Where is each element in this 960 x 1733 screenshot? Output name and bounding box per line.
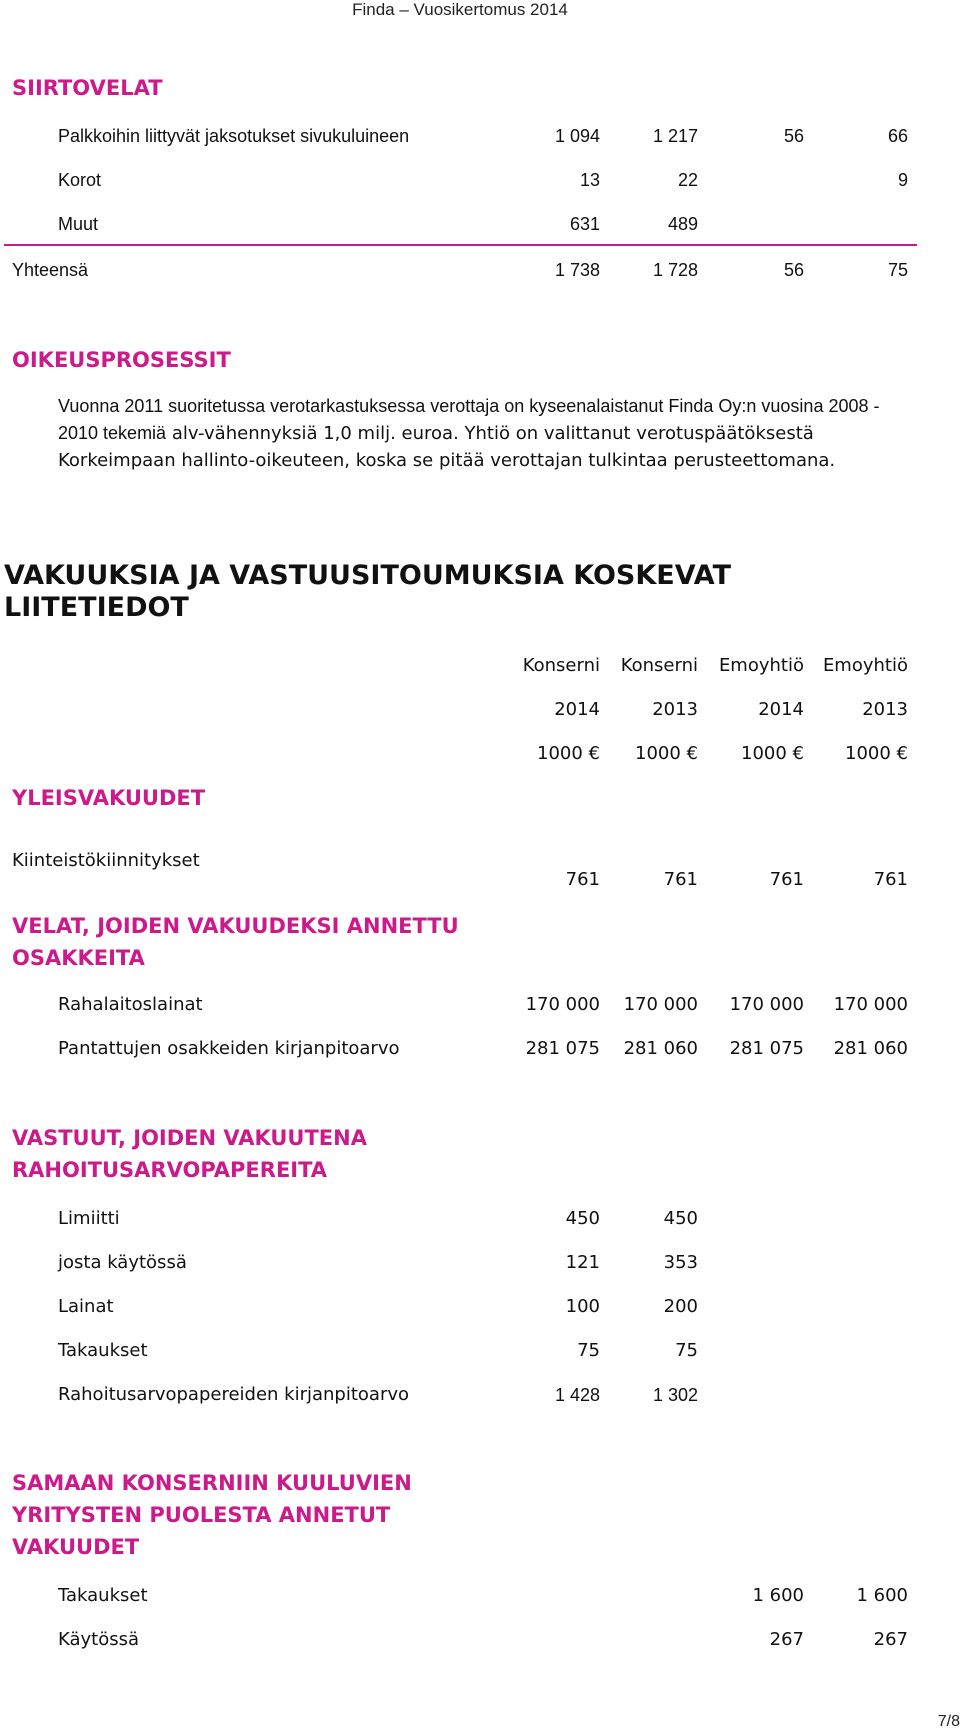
cell-konserni-2013: 200 [663,1296,698,1317]
cell-konserni-2014: 1 094 [554,126,600,146]
cell-konserni-2013: 22 [677,170,698,190]
column-header: Emoyhtiö [822,655,908,676]
column-header: Konserni [522,655,600,676]
cell-konserni-2013: 281 060 [623,1038,698,1059]
section-heading-velat: VELAT, JOIDEN VAKUUDEKSI ANNETTU OSAKKEITA [12,914,459,970]
cell-konserni-2014: 761 [565,869,600,890]
cell-konserni-2014: 1 428 [554,1385,600,1405]
legal-paragraph [58,393,898,474]
cell-konserni-2013: 450 [663,1208,698,1229]
column-year: 2013 [862,699,908,720]
cell-konserni-2013: 75 [675,1340,698,1361]
cell-emoyhtio-2013: 9 [897,170,908,190]
column-year: 2013 [652,699,698,720]
total-divider [4,244,917,246]
row-label: Limiitti [58,1208,120,1229]
row-label: josta käytössä [58,1252,187,1273]
section-heading-vastuut: VASTUUT, JOIDEN VAKUUTENA RAHOITUSARVOPAPEREITA [12,1126,367,1182]
cell-konserni-2014: 631 [569,214,600,234]
cell-konserni-2014: 100 [565,1296,600,1317]
row-label: Muut [58,214,99,234]
column-header: Konserni [620,655,698,676]
row-label: Rahoitusarvopapereiden kirjanpitoarvo [58,1384,410,1405]
cell-emoyhtio-2013: 761 [873,869,908,890]
cell-emoyhtio-2014: 56 [783,126,804,146]
cell-konserni-2014: 121 [565,1252,600,1273]
cell-konserni-2013: 489 [667,214,698,234]
cell-konserni-2014: 170 000 [525,994,600,1015]
row-label: Lainat [58,1296,114,1317]
cell-konserni-2013: 1 302 [652,1385,698,1405]
paragraph-text-part: alv-vähennyksiä 1,0 milj. euroa. [171,423,459,444]
row-label: Kiinteistökiinnitykset [12,850,200,871]
column-unit: 1000 € [537,743,600,764]
total-konserni-2014: 1 738 [554,260,600,280]
cell-emoyhtio-2013: 267 [873,1629,908,1650]
row-label: Rahalaitoslainat [58,994,203,1015]
section-heading-oikeusprosessit: OIKEUSPROSESSIT [12,348,231,372]
row-label: Käytössä [58,1629,140,1650]
cell-konserni-2013: 1 217 [652,126,698,146]
cell-konserni-2014: 450 [565,1208,600,1229]
cell-emoyhtio-2013: 1 600 [856,1585,908,1606]
section-heading-samaan-konserniin: SAMAAN KONSERNIIN KUULUVIEN YRITYSTEN PUOLESTA ANNETUT VAKUUDET [12,1471,412,1559]
paragraph-text-part: Yhtiö on valittanut verotuspäätöksestä Korkeimpaan hallinto-oikeuteen, koska se pitää verottajan tulkintaa perusteettomana. [58,423,836,471]
cell-emoyhtio-2014: 281 075 [729,1038,804,1059]
row-label: Korot [58,170,102,190]
column-unit: 1000 € [845,743,908,764]
page-number: 7/8 [937,1713,960,1730]
main-section-title: VAKUUKSIA JA VASTUUSITOUMUKSIA KOSKEVAT LIITETIEDOT [4,560,732,623]
cell-emoyhtio-2013: 66 [887,126,908,146]
cell-konserni-2014: 75 [577,1340,600,1361]
cell-konserni-2014: 281 075 [525,1038,600,1059]
section-heading-yleisvakuudet: YLEISVAKUUDET [12,786,206,810]
cell-emoyhtio-2013: 281 060 [833,1038,908,1059]
total-emoyhtio-2013: 75 [887,260,908,280]
cell-konserni-2014: 13 [579,170,600,190]
page-header-title: Finda – Vuosikertomus 2014 [352,0,568,19]
section-heading-siirtovelat: SIIRTOVELAT [12,76,163,100]
cell-konserni-2013: 170 000 [623,994,698,1015]
cell-emoyhtio-2014: 1 600 [752,1585,804,1606]
row-label: Pantattujen osakkeiden kirjanpitoarvo [58,1038,400,1059]
total-label: Yhteensä [12,260,89,280]
column-unit: 1000 € [741,743,804,764]
cell-konserni-2013: 761 [663,869,698,890]
total-konserni-2013: 1 728 [652,260,698,280]
cell-emoyhtio-2014: 170 000 [729,994,804,1015]
row-label: Takaukset [58,1340,148,1361]
cell-emoyhtio-2013: 170 000 [833,994,908,1015]
column-year: 2014 [554,699,600,720]
paragraph-text-part: Vuonna 2011 suoritetussa verotarkastuksessa verottaja on kyseenalaistanut Finda Oy:n vuosina 2008 - 2010 tekemiä [58,396,880,443]
row-label: Takaukset [58,1585,148,1606]
column-year: 2014 [758,699,804,720]
cell-emoyhtio-2014: 267 [769,1629,804,1650]
cell-emoyhtio-2014: 761 [769,869,804,890]
cell-konserni-2013: 353 [663,1252,698,1273]
row-label: Palkkoihin liittyvät jaksotukset sivukuluineen [58,126,410,146]
column-header: Emoyhtiö [718,655,804,676]
total-emoyhtio-2014: 56 [783,260,804,280]
column-unit: 1000 € [635,743,698,764]
